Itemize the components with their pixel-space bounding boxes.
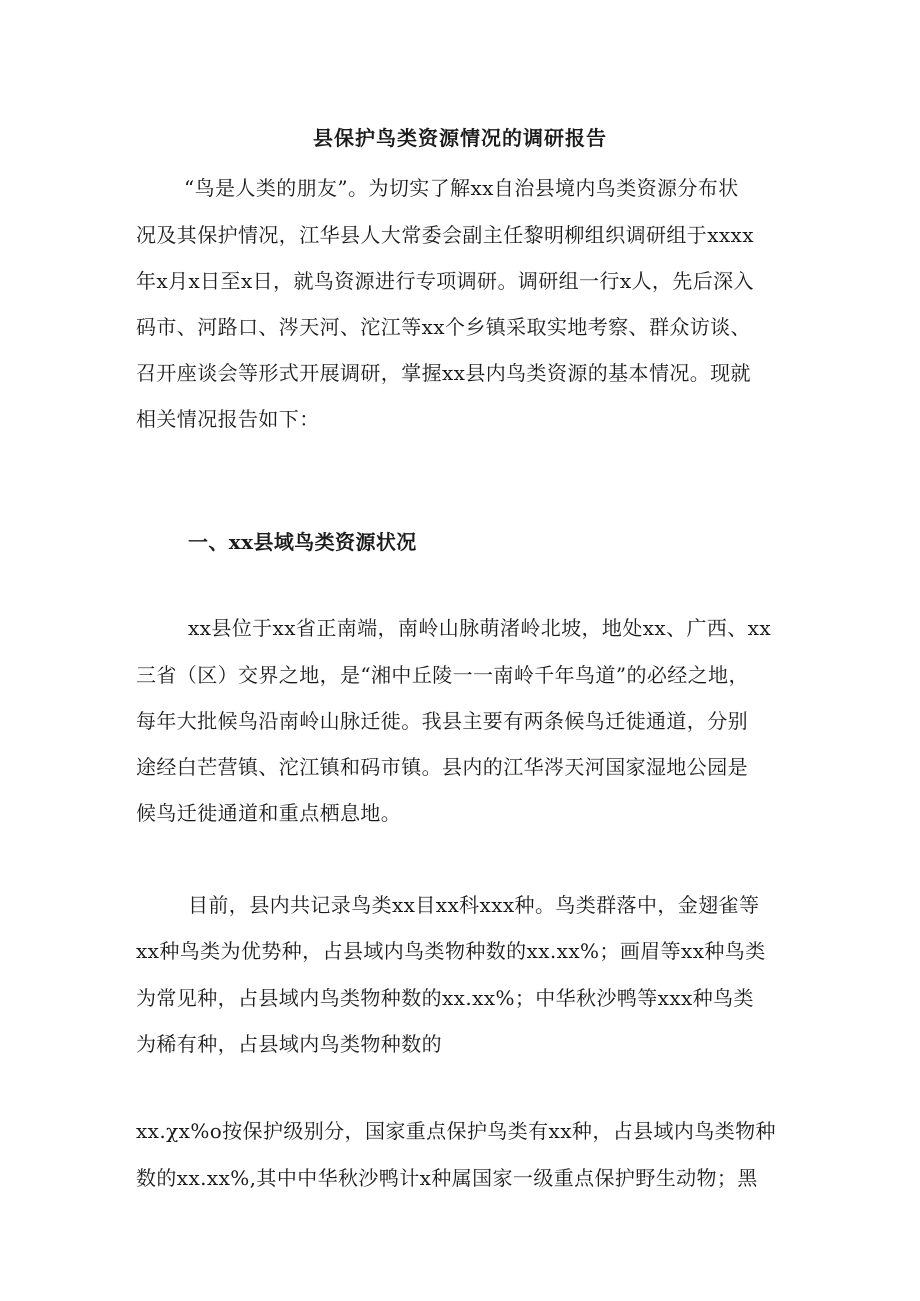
paragraph-2-line-1: xx县位于xx省正南端，南岭山脉萌渚岭北坡，地处xx、广西、xx <box>188 616 772 640</box>
paragraph-3-line-1: 目前，县内共记录鸟类xx目xx科xxx种。鸟类群落中，金翅雀等 <box>188 893 760 917</box>
paragraph-3-line-2: xx种鸟类为优势种，占县域内鸟类物种数的xx.xx%；画眉等xx种鸟类 <box>136 939 766 963</box>
paragraph-1-line-3: 年x月x日至x日，就鸟资源进行专项调研。调研组一行x人，先后深入 <box>136 269 754 293</box>
paragraph-1-line-6: 相关情况报告如下： <box>136 407 320 431</box>
section-1-heading: 一、xx县域鸟类资源状况 <box>188 530 417 554</box>
paragraph-1-line-5: 召开座谈会等形式开展调研，掌握xx县内鸟类资源的基本情况。现就 <box>136 361 751 385</box>
paragraph-3-line-4: 为稀有种，占县域内鸟类物种数的 <box>136 1032 442 1056</box>
paragraph-2-line-2: 三省（区）交界之地，是“湘中丘陵一一南岭千年鸟道”的必经之地， <box>136 663 749 687</box>
paragraph-1-line-4: 码市、河路口、涔天河、沱江等xx个乡镇采取实地考察、群众访谈、 <box>136 315 751 339</box>
document-title: 县保护鸟类资源情况的调研报告 <box>313 126 607 150</box>
paragraph-1-line-1: “鸟是人类的朋友”。为切实了解xx自治县境内鸟类资源分布状 <box>184 176 739 200</box>
paragraph-2-line-3: 每年大批候鸟沿南岭山脉迁徙。我县主要有两条候鸟迁徙通道，分别 <box>136 709 748 733</box>
paragraph-1-line-2: 况及其保护情况，江华县人大常委会副主任黎明柳组织调研组于xxxx <box>136 223 754 247</box>
paragraph-2-line-5: 候鸟迁徙通道和重点栖息地。 <box>136 801 402 825</box>
paragraph-2-line-4: 途经白芒营镇、沱江镇和码市镇。县内的江华涔天河国家湿地公园是 <box>136 755 748 779</box>
paragraph-3-line-3: 为常见种，占县域内鸟类物种数的xx.xx%；中华秋沙鸭等xxx种鸟类 <box>136 986 754 1010</box>
paragraph-4-line-2: 数的xx.xx%,其中中华秋沙鸭计x种属国家一级重点保护野生动物；黑 <box>136 1166 758 1190</box>
paragraph-4-line-1: xx.χx%o按保护级别分，国家重点保护鸟类有xx种，占县域内鸟类物种 <box>136 1119 776 1143</box>
